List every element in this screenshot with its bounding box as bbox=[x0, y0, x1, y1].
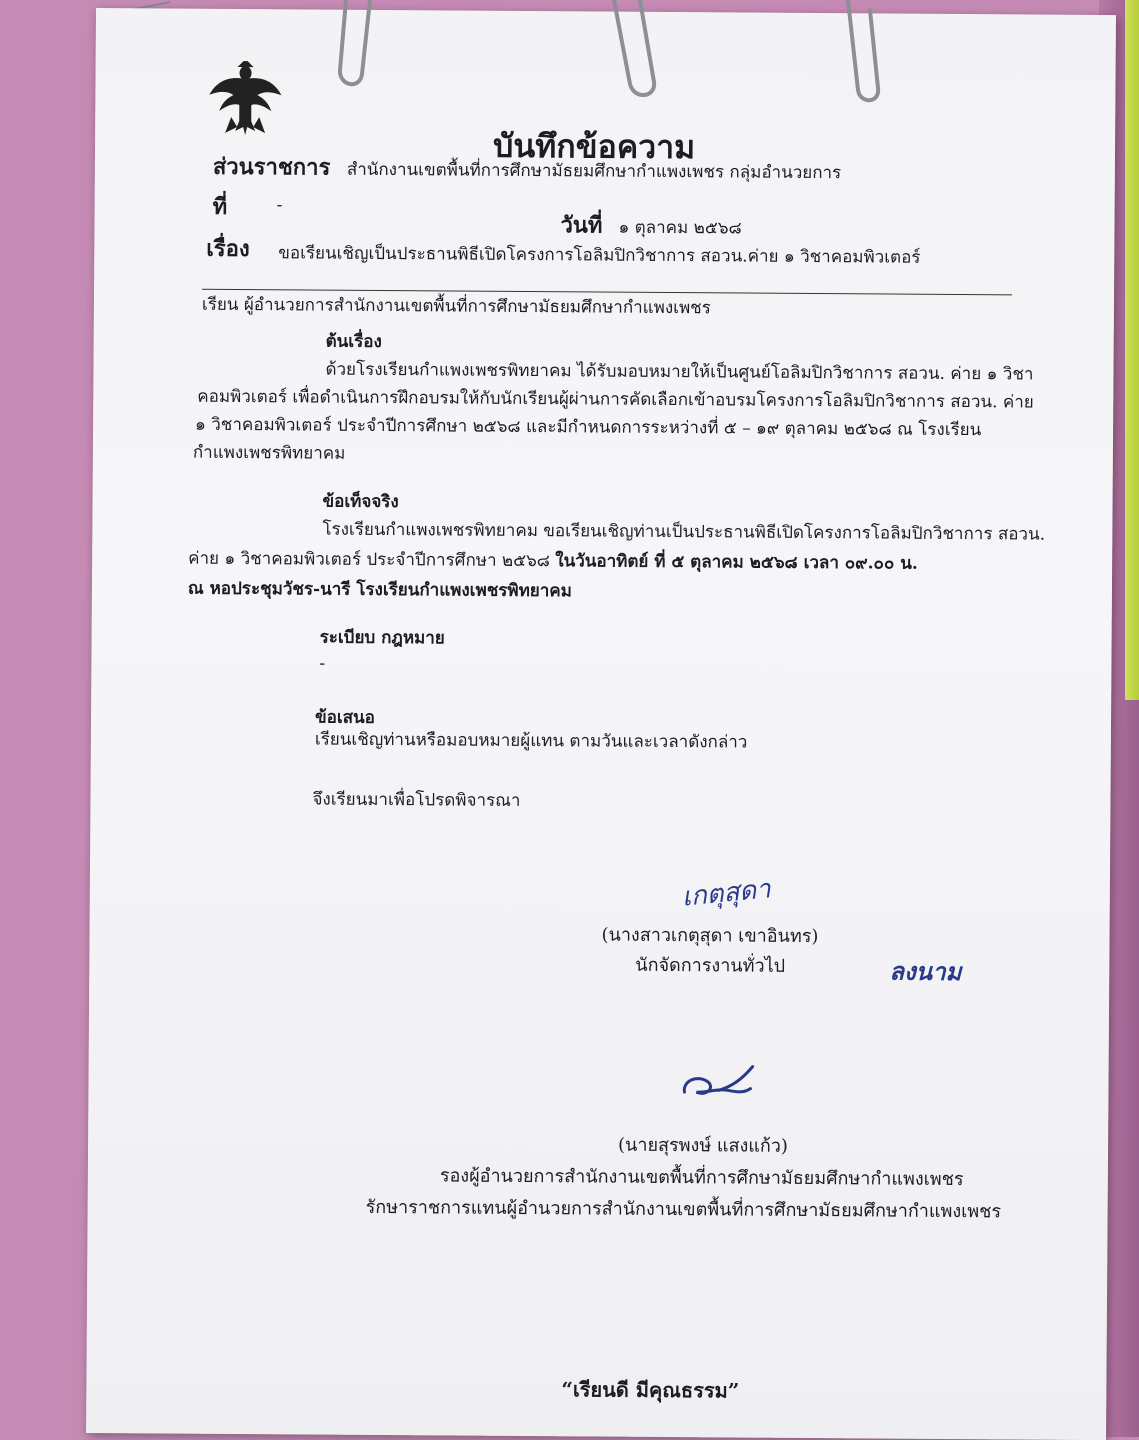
paper-clip-icon bbox=[836, 0, 896, 108]
agency-value: สำนักงานเขตพื้นที่การศึกษามัธยมศึกษากำแพงเพชร กลุ่มอำนวยการ bbox=[346, 159, 842, 184]
paper-clip-icon bbox=[330, 0, 410, 92]
signatory-2-position-acting: รักษาราชการแทนผู้อำนวยการสำนักงานเขตพื้นที่การศึกษามัธยมศึกษากำแพงเพชร bbox=[365, 1196, 1002, 1223]
origin-line: ๑ วิชาคอมพิวเตอร์ ประจำปีการศึกษา ๒๕๖๘ และมีกำหนดการระหว่างที่ ๕ – ๑๙ ตุลาคม ๒๕๖๘ ณ โรงเรียน bbox=[195, 414, 982, 441]
green-folder-edge bbox=[1125, 0, 1139, 700]
origin-line: คอมพิวเตอร์ เพื่อดำเนินการฝึกอบรมให้กับนักเรียนผู้ผ่านการคัดเลือกเข้าอบรมโครงการโอลิมปิกวิชาการ สอวน. ค่าย bbox=[197, 386, 1034, 413]
facts-heading: ข้อเท็จจริง bbox=[322, 491, 399, 513]
law-heading: ระเบียบ กฎหมาย bbox=[319, 627, 445, 649]
memo-sheet bbox=[86, 8, 1116, 1440]
memo-title: บันทึกข้อความ bbox=[492, 126, 696, 167]
signatory-1-name: (นางสาวเกตุสุดา เขาอินทร) bbox=[601, 924, 819, 948]
ref-value: - bbox=[276, 195, 283, 216]
facts-line-datetime: ในวันอาทิตย์ ที่ ๕ ตุลาคม ๒๕๖๘ เวลา ๐๙.๐๐ น. bbox=[555, 551, 918, 574]
facts-line-text: ค่าย ๑ วิชาคอมพิวเตอร์ ประจำปีการศึกษา ๒๕๖๘ bbox=[188, 548, 556, 572]
ref-label: ที่ bbox=[212, 193, 228, 220]
law-text: - bbox=[319, 653, 326, 674]
closing-line: จึงเรียนมาเพื่อโปรดพิจารณา bbox=[312, 789, 521, 811]
facts-line: โรงเรียนกำแพงเพชรพิทยาคม ขอเรียนเชิญท่านเป็นประธานพิธีเปิดโครงการโอลิมปิกวิชาการ สอวน. bbox=[322, 519, 1046, 545]
recipient-line: เรียน ผู้อำนวยการสำนักงานเขตพื้นที่การศึกษามัธยมศึกษากำแพงเพชร bbox=[201, 294, 711, 319]
garuda-emblem-icon bbox=[207, 61, 284, 138]
signature-1 bbox=[680, 868, 772, 917]
proposal-heading: ข้อเสนอ bbox=[314, 707, 375, 728]
handwritten-note-text: ลงนาม bbox=[889, 957, 962, 987]
motto: “เรียนดี มีคุณธรรม” bbox=[561, 1377, 740, 1403]
origin-heading: ต้นเรื่อง bbox=[325, 331, 382, 353]
subject-value: ขอเรียนเชิญเป็นประธานพิธีเปิดโครงการโอลิมปิกวิชาการ สอวน.ค่าย ๑ วิชาคอมพิวเตอร์ bbox=[278, 243, 921, 268]
paper-clip-icon bbox=[600, 0, 680, 104]
origin-line: กำแพงเพชรพิทยาคม bbox=[192, 442, 346, 464]
subject-label: เรื่อง bbox=[206, 235, 250, 263]
signature-2 bbox=[678, 1062, 778, 1107]
facts-line bbox=[188, 545, 918, 577]
agency-label: ส่วนราชการ bbox=[212, 153, 331, 181]
handwritten-note bbox=[889, 952, 961, 992]
signatory-1-position: นักจัดการงานทั่วไป bbox=[635, 954, 786, 977]
signatory-2-name: (นายสุรพงษ์ แสงแก้ว) bbox=[618, 1134, 789, 1157]
facts-line-venue: ณ หอประชุมวัชร-นารี โรงเรียนกำแพงเพชรพิทยาคม bbox=[187, 578, 572, 602]
date-value: ๑ ตุลาคม ๒๕๖๘ bbox=[618, 217, 742, 239]
origin-line: ด้วยโรงเรียนกำแพงเพชรพิทยาคม ได้รับมอบหมายให้เป็นศูนย์โอลิมปิกวิชาการ สอวน. ค่าย ๑ วิชา bbox=[325, 359, 1034, 385]
date-label: วันที่ bbox=[560, 212, 603, 239]
signature-1-text: เกตุสุดา bbox=[680, 874, 773, 913]
signatory-2-position: รองผู้อำนวยการสำนักงานเขตพื้นที่การศึกษามัธยมศึกษากำแพงเพชร bbox=[439, 1165, 964, 1191]
proposal-text: เรียนเชิญท่านหรือมอบหมายผู้แทน ตามวันและเวลาดังกล่าว bbox=[314, 729, 748, 753]
